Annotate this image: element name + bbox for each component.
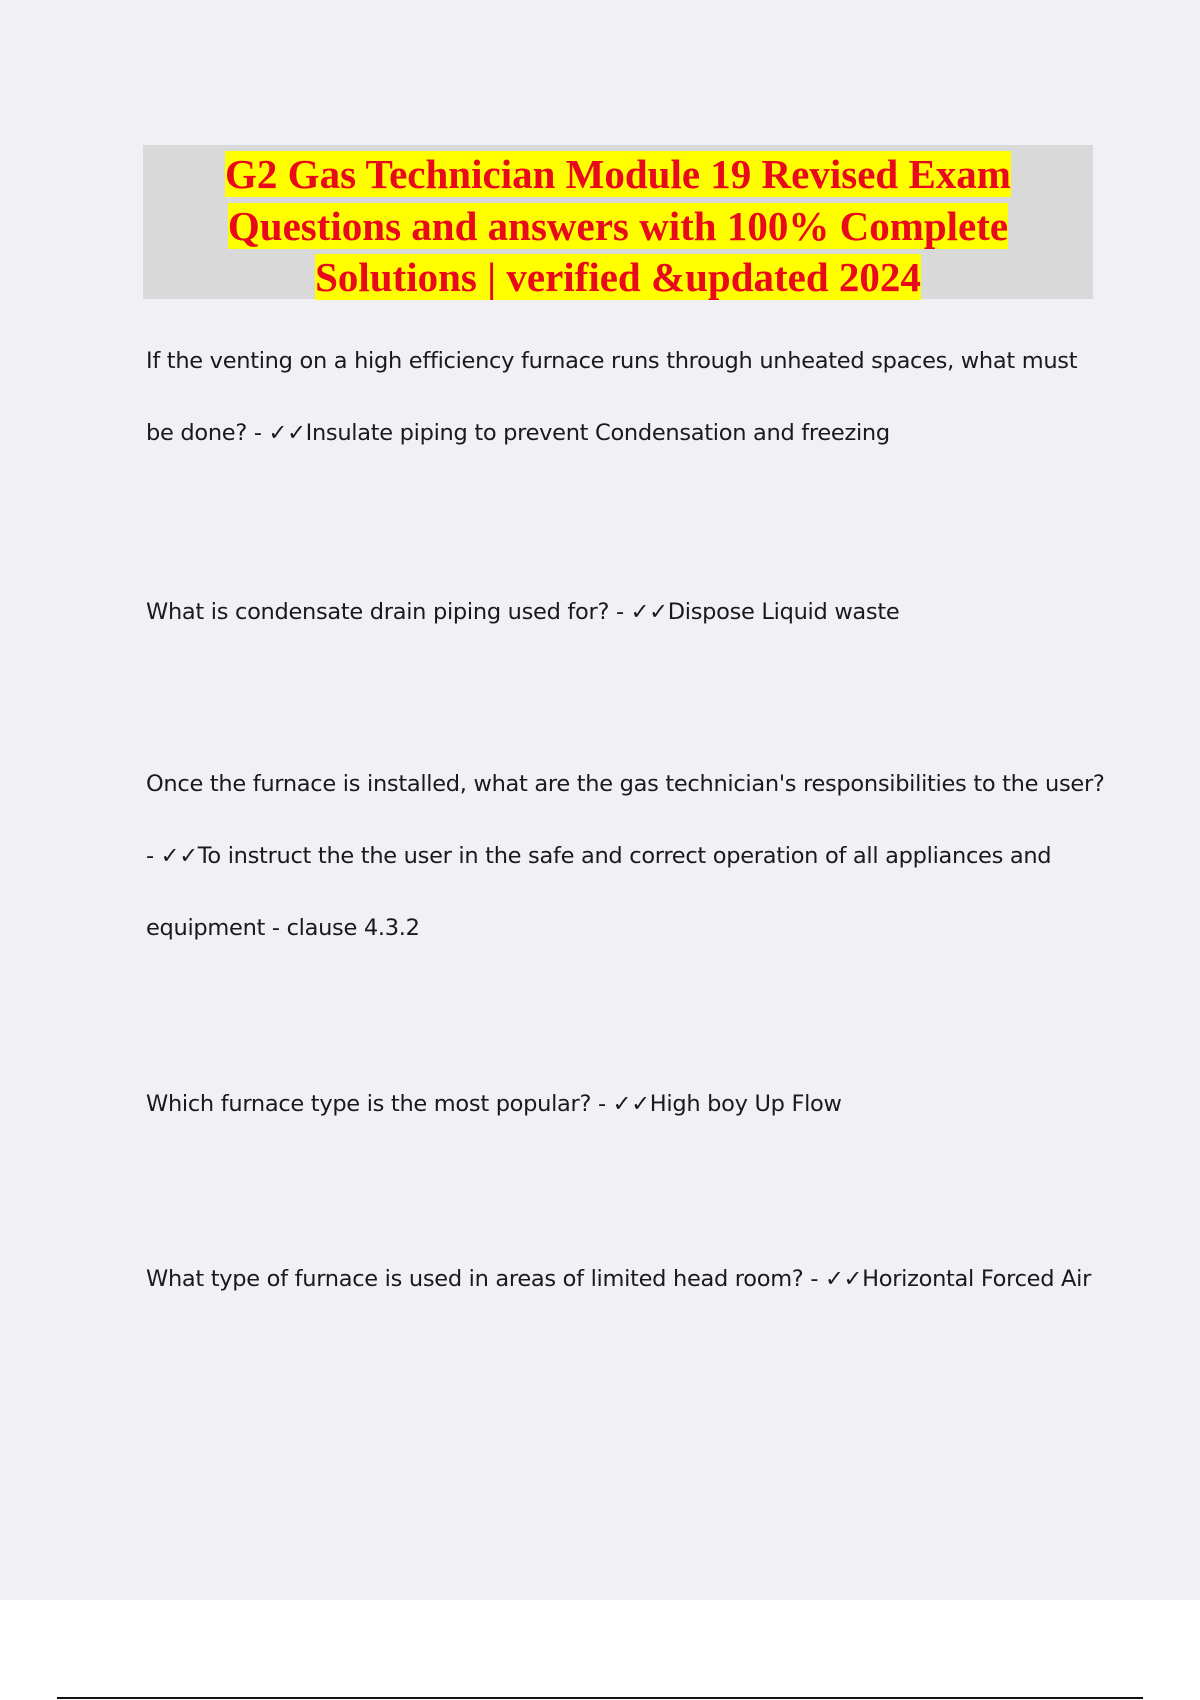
answer-text: Dispose Liquid waste <box>667 599 900 625</box>
separator: - <box>246 420 269 446</box>
answer-text: Insulate piping to prevent Condensation and freezing <box>305 420 890 446</box>
double-check-icon: ✓✓ <box>268 420 306 446</box>
double-check-icon: ✓✓ <box>825 1266 863 1292</box>
separator: - <box>146 843 161 869</box>
title-line-1: G2 Gas Technician Module 19 Revised Exam <box>225 151 1011 197</box>
qa-item-venting <box>146 325 1106 469</box>
qa-item-popular-type <box>146 1068 1106 1140</box>
title-line-2: Questions and answers with 100% Complete <box>227 202 1009 249</box>
double-check-icon: ✓✓ <box>612 1091 650 1117</box>
separator: - <box>803 1266 825 1292</box>
question-text: What is condensate drain piping used for? <box>146 599 610 625</box>
question-text: If the venting on a high efficiency furnace runs through unheated spaces, what must be done? <box>146 348 1078 446</box>
answer-text: To instruct the the user in the safe and correct operation of all appliances and equipment - clause 4.3.2 <box>146 843 1052 941</box>
double-check-icon: ✓✓ <box>160 843 198 869</box>
qa-item-responsibilities <box>146 748 1106 964</box>
question-text: Which furnace type is the most popular? <box>146 1091 592 1117</box>
double-check-icon: ✓✓ <box>630 599 668 625</box>
question-text: What type of furnace is used in areas of limited head room? <box>146 1266 804 1292</box>
question-text: Once the furnace is installed, what are the gas technician's responsibilities to the user? <box>146 771 1105 797</box>
document-title <box>143 149 1093 304</box>
answer-text: High boy Up Flow <box>649 1091 842 1117</box>
title-banner <box>143 145 1093 299</box>
footer-divider <box>57 1697 1143 1699</box>
title-line-3: Solutions | verified &updated 2024 <box>315 254 921 300</box>
qa-item-limited-headroom <box>146 1243 1106 1315</box>
qa-item-condensate <box>146 576 1106 648</box>
answer-text: Horizontal Forced Air <box>862 1266 1092 1292</box>
separator: - <box>609 599 631 625</box>
separator: - <box>591 1091 613 1117</box>
